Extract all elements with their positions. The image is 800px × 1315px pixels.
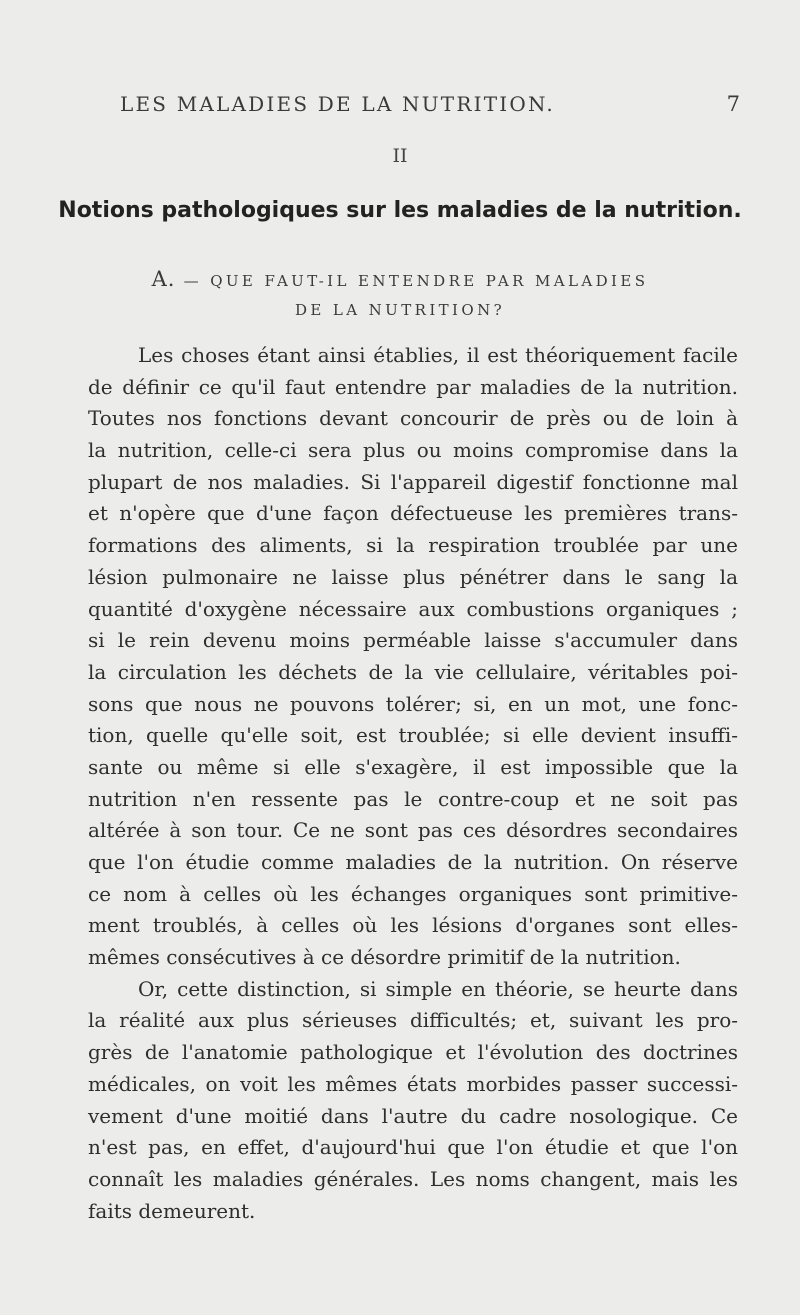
text-line: ment troublés, à celles où les lésions d'organes sont elles- [88,913,738,938]
text-line: Toutes nos fonctions devant concourir de près ou de loin à [88,406,738,431]
text-line: lésion pulmonaire ne laisse plus pénétrer dans le sang la [88,564,738,589]
text-line: formations des aliments, si la respiration troublée par une [88,533,738,558]
text-line: connaît les maladies générales. Les noms changent, mais les [88,1166,738,1191]
text-line: faits demeurent. [88,1198,256,1223]
text-line: sons que nous ne pouvons tolérer; si, en un mot, une fonc- [88,691,738,716]
text-line: la réalité aux plus sérieuses difficultés; et, suivant les pro- [88,1008,738,1033]
text-line: grès de l'anatomie pathologique et l'évolution des doctrines [88,1040,738,1065]
chapter-title: Notions pathologiques sur les maladies de la nutrition. [58,198,742,223]
text-line: et n'opère que d'une façon défectueuse les premières trans- [88,501,738,526]
text-line: quantité d'oxygène nécessaire aux combustions organiques ; [88,596,738,621]
paragraph-1 [88,340,738,974]
subsection-heading-line2: DE LA NUTRITION? [294,301,506,319]
text-line: Or, cette distinction, si simple en théorie, se heurte dans [138,976,738,1001]
subsection-heading [0,267,800,291]
text-line: médicales, on voit les mêmes états morbides passer successi- [88,1071,738,1096]
running-head [120,92,740,122]
text-line: la nutrition, celle-ci sera plus ou moins compromise dans la [88,438,738,463]
page-number: 7 [726,92,740,116]
running-head-title: LES MALADIES DE LA NUTRITION. [120,92,555,116]
text-line: n'est pas, en effet, d'aujourd'hui que l'on étudie et que l'on [88,1135,738,1160]
subsection-dash: — [183,272,203,290]
text-line: vement d'une moitié dans l'autre du cadre nosologique. Ce [88,1103,738,1128]
text-line: sante ou même si elle s'exagère, il est impossible que la [88,754,738,779]
body-text [88,340,738,1227]
text-line: nutrition n'en ressente pas le contre-coup et ne soit pas [88,786,738,811]
paragraph-2 [88,974,738,1228]
text-line: si le rein devenu moins perméable laisse s'accumuler dans [88,628,738,653]
subsection-heading-line1: QUE FAUT-IL ENTENDRE PAR MALADIES [210,272,649,290]
text-line: plupart de nos maladies. Si l'appareil digestif fonctionne mal [88,469,738,494]
text-line: tion, quelle qu'elle soit, est troublée; si elle devient insuffi- [88,723,738,748]
subsection-letter: A. [151,267,176,291]
section-numeral: II [392,145,408,167]
text-line: mêmes consécutives à ce désordre primitif de la nutrition. [88,945,681,970]
text-line: que l'on étudie comme maladies de la nutrition. On réserve [88,850,738,874]
text-line: de définir ce qu'il faut entendre par maladies de la nutrition. [88,374,738,399]
text-line: altérée à son tour. Ce ne sont pas ces désordres secondaires [88,818,738,843]
text-line: la circulation les déchets de la vie cellulaire, véritables poi- [88,659,738,684]
text-line: ce nom à celles où les échanges organiques sont primitive- [88,881,738,906]
text-line: Les choses étant ainsi établies, il est théoriquement facile [138,343,738,367]
